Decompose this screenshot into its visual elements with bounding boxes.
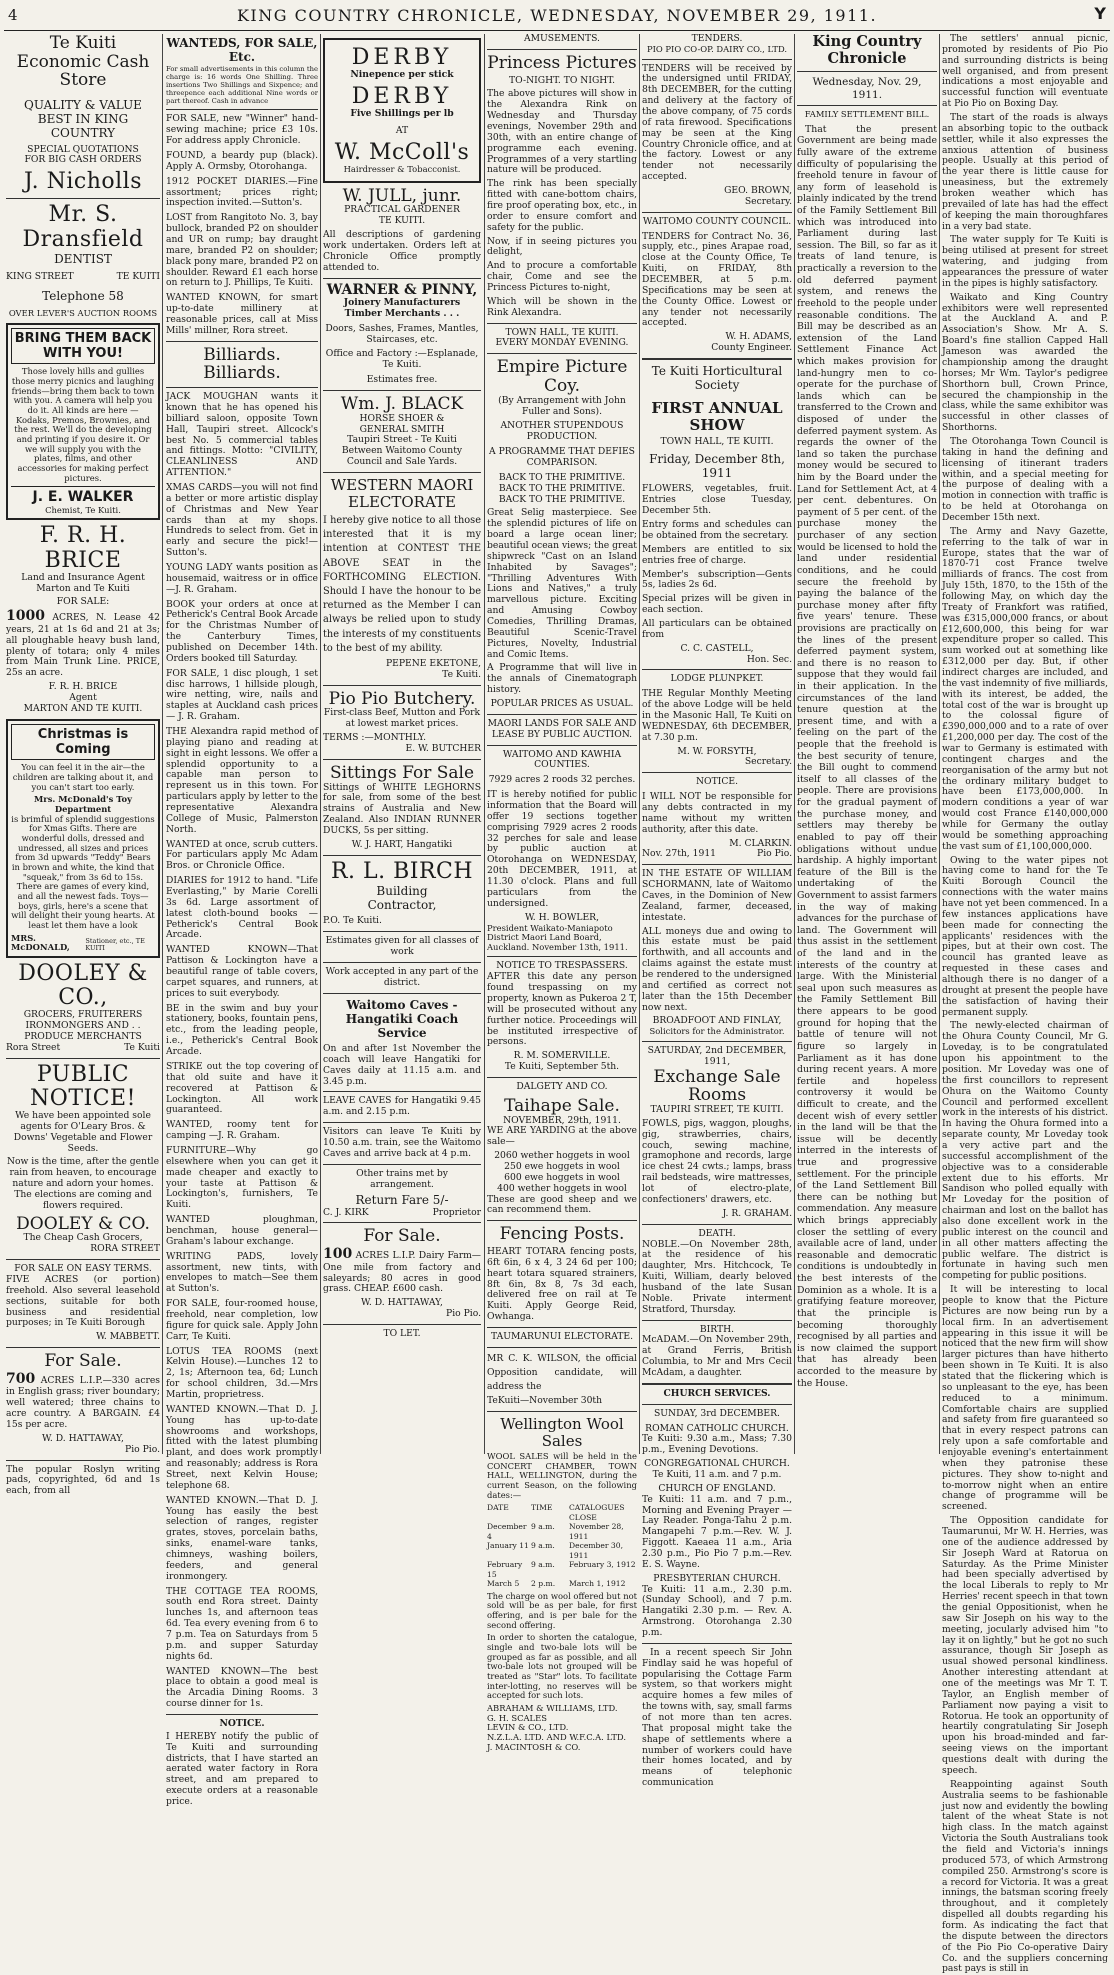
wool-p3: In order to shorten the catalogue, single and two-bale lots will be grouped as far as possible, and all two-bale lots not grouped will be treated as "Star" lots. To facilitate inter-lotting, no reserves will be accepted for such lots. [487, 1632, 637, 1701]
christmas-ad [6, 719, 160, 958]
dooley-name: DOOLEY & CO., [18, 960, 148, 1010]
brice-sig: F. R. H. BRICE [48, 681, 118, 693]
for-sale-sig-2: W. D. HATTAWAY, [361, 1297, 443, 1309]
for-sale-acres: 700 [6, 1370, 36, 1387]
firm: N.Z.L.A. LTD. AND W.F.C.A. LTD. [487, 1731, 626, 1742]
christmas-sig: MRS. McDONALD, [11, 932, 70, 953]
amusements-head: AMUSEMENTS. [524, 33, 600, 44]
for-sale-head-2: For Sale. [363, 1226, 441, 1247]
jull-sub: PRACTICAL GARDENER [344, 204, 460, 216]
birch-line3: P.O. Te Kuiti. [323, 915, 382, 927]
show-p3: Members are entitled to six entries free of charge. [642, 543, 792, 566]
for-sale-town-2: Pio Pio. [446, 1308, 481, 1320]
sched-cell: 2 p.m. [531, 1579, 556, 1589]
mccoll-name: W. McColl's [334, 139, 470, 165]
fencing-head: Fencing Posts. [499, 1224, 625, 1245]
death-p: NOBLE.—On November 28th, at the residence of his daughter, Mrs. Hitchcock, Te Kuiti, William, dearly beloved husband of the late Susan Noble. Private interment Stratford, Thursday. [642, 1238, 792, 1315]
council-eng: County Engineer. [711, 342, 792, 354]
firm: ABRAHAM & WILLIAMS, LTD. [487, 1703, 618, 1714]
public-notice-p2: Now is the time, after the gentle rain from heaven, to encourage nature and adorn your homes. The elections are coming and flowers required. [6, 1156, 160, 1211]
black-name: Wm. J. BLACK [340, 394, 464, 415]
taihape-line4: 400 wether hoggets in wool [497, 1182, 627, 1194]
empire-line5: BACK TO THE PRIMITIVE. [498, 493, 626, 505]
empire-line1: ANOTHER STUPENDOUS PRODUCTION. [500, 420, 624, 443]
taihape-date: NOVEMBER, 29th, 1911. [503, 1114, 621, 1126]
column-5 [642, 33, 792, 1789]
christmas-p2: is brimful of splendid suggestions for Xmas Gifts. There are wonderful dolls, dressed and undressed, all sizes and prices from 3d upwards "Teddy" Bears in brown and white, the kind that "squeak," from 3s 6d to 15s. There are games of every kind, and all the newest fads. Toys—boys, girls, here's a scene that will delight their young hearts. At least let them have a look [11, 813, 155, 930]
black-line4: Between Waitomo County Council and Sale Yards. [341, 445, 463, 468]
editorial-bill: FAMILY SETTLEMENT BILL. [804, 109, 930, 120]
walker-name: J. E. WALKER [11, 486, 155, 506]
show-sig: C. C. CASTELL, [680, 642, 754, 654]
news-paragraph: The Opposition candidate for Taumarunui, Mr W. H. Herries, was one of the audience addressed by Sir Joseph Ward at Ratorua on Saturday. As the Prime Minister had been specially advertised by the local Liberals to reply to Mr Herries' recent speech in that town the genial Oppositionist, when he saw Sir Joseph on his way to the meeting, jocularly advised him "to lay it on lightly," but he got no such assurance, though Sir Joseph as usual showed personal kindliness. Another interesting attendant at one of the meetings was Mr T. T. Taylor, an English member of Parliament now paying a visit to Rotorua. He took an opportunity of heartily congratulating Sir Joseph upon his broad-minded and far-seeing views on the important questions dealt with during the speech. [942, 1515, 1108, 1776]
wanted-item: WANTED KNOWN, for smart up-to-date millinery at reasonable prices, call at Miss Mills' millner, Rora street. [166, 292, 318, 336]
townhall-head: TOWN HALL, TE KUITI. [505, 326, 619, 338]
princess-p4: And to procure a comfortable chair, Come and see the Princess Pictures to-night, [487, 260, 637, 294]
brice-text: ACRES, N. Lease 42 years, 21 at 1s 6d and 21 at 3s; all ploughable heavy bush land, plenty of totara; only 4 miles from Main Trunk Line. PRICE, 25s an acre. [6, 612, 160, 679]
warner-name: WARNER & PINNY, [326, 281, 478, 298]
derby-1-sub: Ninepence per stick [350, 69, 454, 81]
public-notice-line1: The Cheap Cash Grocers, [23, 1232, 143, 1244]
maori-electorate-text: I hereby give notice to all those interested that it is my intention at CONTEST THE ABOVE SEAT in the FORTHCOMING ELECTION. Should I have the honour to be returned as the Member I can always be relied upon to study the interests of my constituents to the best of my ability. [323, 515, 481, 654]
lodge-p: THE Regular Monthly Meeting of the above Lodge will be held in the Masonic Hall, Te Kuiti on WEDNESDAY, 6th DECEMBER, at 7.30 p.m. [642, 688, 792, 743]
notice-date-2: Nov. 27th, 1911 [642, 848, 717, 860]
princess-p1: The above pictures will show in the Alexandra Rink on Wednesday and Thursday evenings, November 29th and 30th, with an entire change of programme each evening. Programmes of a very startling nature will be produced. [487, 88, 637, 176]
sched-cell: 9 a.m. [531, 1522, 555, 1532]
wanteds-sub: For small advertisements in this column the charge is: 16 words One Shilling. Three insertions Two Shillings and Sixpence; and threepence each additional Nine words or part thereof. Cash in advance [166, 65, 318, 105]
empire-p2: A Programme that will live in the annals of Cinematograph history. [487, 662, 637, 696]
black-line1: HORSE SHOER & [359, 412, 445, 424]
editorial-date: Wednesday, Nov. 29, 1911. [812, 76, 922, 101]
dentist-street: KING STREET [6, 270, 74, 282]
butchery-sig: E. W. BUTCHER [405, 743, 481, 755]
trespass-sig: R. M. SOMERVILLE. [513, 1050, 611, 1062]
wanted-item: FOR SALE, new "Winner" hand-sewing machine; price £3 10s. For address apply Chronicle. [166, 113, 318, 147]
taihape-p: WE ARE YARDING at the above sale— [487, 1125, 637, 1148]
firm: LEVIN & CO., LTD. [487, 1722, 569, 1733]
news-paragraph: Owing to the water pipes not having come to hand for the Te Kuiti Borough Council the connections with the water mains have not yet been commenced. In a few instances applications have been made for connecting the applicants' residences with the pipes, but at their own cost. The council has granted leave as requested in these cases and although there is no danger of a drought at present the people have the satisfaction of having their permanent supply. [942, 854, 1108, 1018]
taihape-line1: 2060 wether hoggets in wool [494, 1150, 630, 1162]
for-sale-sig: W. D. HATTAWAY, [42, 1432, 124, 1444]
sched-cell: February 15 [487, 1560, 523, 1579]
for-sale-town: Pio Pio. [125, 1443, 160, 1455]
maori-electorate-sig: PEPENE EKETONE, [385, 658, 481, 670]
cong-head: CONGREGATIONAL CHURCH. [644, 1458, 790, 1470]
show-date: Friday, December 8th, 1911 [649, 452, 785, 481]
dalgety-head: DALGETY AND CO. [516, 1081, 608, 1093]
cash-store-tag2: BEST IN KING COUNTRY [37, 112, 129, 141]
empire-head: Empire Picture Coy. [496, 357, 628, 396]
show-p4: Member's subscription—Gents 5s, ladies 2s 6d. [642, 568, 792, 591]
cash-store-line1: Te Kuiti [49, 33, 117, 53]
birth-p: McADAM.—On November 29th, at Grand Ferris, British Columbia, to Mr and Mrs Cecil McAdam, a daughter. [642, 1334, 792, 1378]
birch-line5: Work accepted in any part of the district. [325, 965, 479, 988]
princess-p5: Which will be shown in the Rink Alexandra. [487, 295, 637, 318]
brice-line2: Marton and Te Kuiti [36, 582, 130, 594]
walker-head: BRING THEM BACK WITH YOU! [11, 328, 155, 365]
sittings-head: Sittings For Sale [329, 762, 475, 783]
ce-head: CHURCH OF ENGLAND. [658, 1482, 776, 1494]
for-sale-text-2: ACRES L.I.P. Dairy Farm—One mile from factory and saleyards; 80 acres in good grass. CHEAP. £600 cash. [323, 1250, 481, 1295]
brice-acres: 1000 [6, 608, 45, 625]
wanted-item: WANTED KNOWN—That Pattison & Lockington have a beautiful range of table covers, carpet squares, and runners, at prices to suit everybody. [166, 944, 318, 999]
editorial-body: That the present Government are being made fully aware of the extreme difficulty of popularising the freehold tenure in favour of any form of leasehold is plainly indicated by the trend of the Family Settlement Bill which was introduced into Parliament during last session. The Bill, so far as it treats of land tenure, is practically a reversion to the old deferred payment system, and renews the freehold to the people under reasonable conditions. The Bill may be described as an extension of the Land Settlement Finance Act which makes provision for land-hungry men to co-operate for the purchase of lands which can be transferred to the Crown and disposed of under the deferred payment system. As regards the owner of the land so taken the purchase money would be secured to him by the Board under the Land for Settlement Act, at 4 per cent. debentures. On payment of 5 per cent. of the purchase money the purchaser of any section would be licensed to hold the land under residential conditions, and he could secure the freehold by paying the balance of the purchase money after fifty five years' tenure. These provisions are practically on the lines of the present deferred payment system, and there is no reason to suppose that they would fail in their application. In the circumstances of the land tenure question at the present time, and with a feeling on the part of the people that the freehold is the best security of tenure, the Bill ought to commend itself to all classes of the people. There are provisions for the gradual payment of the purchase money, and settlers may thereby be enabled to pay off their obligations without undue hardship. A highly important feature of the Bill is the undertaking of the Government to assist farmers in the way of making advances for the purchase of land. The Government will thus assist in the settlement of the land and in the interests of the country at large. With the Ministerial seal upon such measures as the Family Settlement Bill there appears to be good ground for hoping that the battle of tenure will not figure so largely in Parliament as it has done during recent years. A more fertile and hopeless controversy it would be difficult to create, and the decent wish of every settler in the land will be that the issue will be decently interred in the interests of true and progressive settlement. For the principle of the Land Settlement Bill there can be nothing but commendation. Any measure which brings appreciably closer the settling of every available acre of land, under reasonable and democratic conditions is undoubtedly in the best interests of the Dominion as a whole. It is a gratifying feature moreover, that the principle is becoming thoroughly recognised by all parties and is now claimed the support that has already been accorded to the measure by the House. [797, 123, 937, 1389]
hort-line2: Society [694, 378, 740, 393]
notice-text: I HEREBY notify the public of Te Kuiti and surrounding districts, that I have started an aerated water factory in Rora street, and am prepared to execute orders at a reasonable price. [166, 1730, 318, 1808]
billiards-head: Billiards. Billiards. [203, 344, 281, 384]
for-sale-acres-2: 100 [323, 1246, 353, 1263]
cong-p: Te Kuiti, 11 a.m. and 7 p.m. [652, 1468, 782, 1480]
walker-addr: Chemist, Te Kuiti. [45, 504, 121, 515]
show-sec: Hon. Sec. [746, 653, 792, 665]
masthead-title: KING COUNTRY CHRONICLE, WEDNESDAY, NOVEMBER 29, 1911. [236, 6, 878, 25]
notice-p-2: I WILL NOT be responsible for any debts contracted in my name without my written authority, after this date. [642, 791, 792, 835]
masthead [0, 0, 1114, 30]
piopio-sig: GEO. BROWN, [724, 184, 792, 196]
dooley-line2: IRONMONGERS AND . . [25, 1020, 141, 1032]
waitomo-coach-p3: Visitors can leave Te Kuiti by 10.50 a.m. train, see the Waitomo Caves and arrive back at 4 p.m. [323, 1126, 481, 1159]
news-paragraph: The settlers' annual picnic, promoted by residents of Pio Pio and surrounding districts is being well organised, and from present indications a most enjoyable and successful function will eventuate at Pio Pio on Boxing Day. [942, 33, 1108, 110]
wanted-item: STRIKE out the top covering of that old suite and have it recovered at Pattison & Lockington. All work guaranteed. [166, 1060, 318, 1116]
roslyn-text: The popular Roslyn writing pads, copyrighted, 6d and 1s each, from all [6, 1463, 160, 1497]
wanted-item: WANTED KNOWN.—That D. J. Young has up-to-date showrooms and workshops, fitted with the latest plumbing plant, and does work promptly and reasonably; address is Rora Street, next Kelvin House; telephone 68. [166, 1403, 318, 1491]
wanted-item: XMAS CARDS—you will not find a better or more artistic display of Christmas and New Year cards than at my shops. Hundreds to select from. Get in early and secure the pick!—Sutton's. [166, 481, 318, 559]
piopio-p: TENDERS will be received by the undersigned until FRIDAY, 8th DECEMBER, for the cutting and delivery at the factory of the above company, of 75 cords of rata firewood. Specifications may be seen at the King Country Chronicle office, and at the factory. Lowest or any tender not necessarily accepted. [642, 62, 792, 183]
wilson-p: MR C. K. WILSON, the official Opposition candidate, will address the [487, 1352, 637, 1392]
column-2 [166, 34, 318, 1808]
news-paragraph: It will be interesting to local people to know that the Picture Pictures are now being run by a local firm. In an advertisement appearing in this issue it will be noticed that the new firm will show larger pictures than have hitherto been shown in Te Kuiti. It is also stated that the flickering which is so unpleasant to the eye, has been reduced to a minimum. Comfortable chairs are supplied and safety from fire guaranteed so that in every respect patrons can rely upon a safe comfortable and enjoyable evening's entertainment when they patronise these pictures. They show to-night and to-morrow night when an entire change of programme will be screened. [942, 1284, 1108, 1513]
dentist-title: DENTIST [54, 251, 112, 266]
black-line3: Taupiri Street - Te Kuiti [347, 434, 457, 446]
maori-acres: 7929 acres 2 roods 32 perches. [488, 774, 636, 786]
wool-p: WOOL SALES will be held in the CONCERT CHAMBER, TOWN HALL, WELLINGTON, during the current Season, on the following dates:— [487, 1451, 637, 1500]
page-number: 4 [8, 6, 18, 24]
show-venue: TOWN HALL, TE KUITI. [660, 436, 774, 448]
column-7 [942, 33, 1108, 1975]
firm: G. H. SCALES [487, 1712, 547, 1723]
trespass-date: Te Kuiti, September 5th. [504, 1061, 620, 1073]
wanted-item: BE in the swim and buy your stationery, books, fountain pens, etc., from the leading people, i.e., Petherick's Central Book Arcade. [166, 1002, 318, 1058]
mccoll-sub: Hairdresser & Tobacconist. [343, 164, 461, 175]
wanted-item: FURNITURE—Why go elsewhere when you can get it made cheaper and exactly to your taste at Pattison & Lockington's, furnishers, Te Kuiti. [166, 1144, 318, 1211]
public-notice-street: RORA STREET [90, 1243, 160, 1255]
estate-p: IN THE ESTATE OF WILLIAM SCHORMANN, late of Waitomo Caves, in the Dominion of New Zealand, farmer, deceased, intestate. [642, 868, 792, 923]
brice-name: F. R. H. BRICE [39, 523, 127, 573]
cash-store-special2: FOR BIG CASH ORDERS [24, 154, 142, 166]
hort-line1: Te Kuiti Horticultural [651, 364, 783, 378]
news-paragraph: The water supply for Te Kuiti is being utilised at present for street watering, and judging from appearances the pressure of water in the pipes is highly satisfactory. [942, 234, 1108, 289]
exchange-p: FOWLS, pigs, waggon, ploughs, gig, strawberries, chairs, couch, sewing machine, gramophone and records, large ice chest 24 cwts.; lamps, brass rail bedsteads, wire mattresses, lot of electro-plate, confectioners' drawers, etc. [642, 1117, 792, 1205]
lodge-sig: M. W. FORSYTH, [677, 745, 757, 757]
brice-sale: FOR SALE: [56, 596, 110, 608]
sched-cell: January 11 [487, 1541, 529, 1551]
birch-line1: Building [376, 883, 428, 898]
empire-line3: BACK TO THE PRIMITIVE. [498, 471, 626, 483]
taihape-p2: These are good sheep and we can recommend them. [487, 1193, 637, 1216]
cash-store-line2: Economic Cash Store [16, 51, 150, 91]
wanted-item: YOUNG LADY wants position as housemaid, waitress or in office —J. R. Graham. [166, 561, 318, 595]
council-sig: W. H. ADAMS, [725, 331, 792, 343]
to-let: TO LET. [383, 1327, 421, 1339]
death-head: DEATH. [698, 1227, 736, 1239]
maori-electorate-head: WESTERN MAORI ELECTORATE [330, 476, 474, 511]
show-p5: Special prizes will be given in each section. [642, 593, 792, 616]
townhall-sub: EVERY MONDAY EVENING. [495, 337, 629, 349]
waitomo-coach-p2: LEAVE CAVES for Hangatiki 9.45 a.m. and 2.15 p.m. [323, 1095, 481, 1118]
christmas-sig2: Stationer, etc., TE KUITI [85, 936, 145, 953]
wanted-item: WANTED at once, scrub cutters. For particulars apply Mc Adam Bros. or Chronicle Office. [166, 838, 318, 872]
maori-lands-head: MAORI LANDS FOR SALE AND LEASE BY PUBLIC AUCTION. [487, 717, 637, 740]
notice-town-2: Pio Pio. [757, 848, 792, 860]
pres-head: PRESBYTERIAN CHURCH. [653, 1572, 781, 1584]
sched-cell: December 30, 1911 [569, 1541, 624, 1560]
estate-sig2: Solicitors for the Administrator. [649, 1026, 785, 1037]
brice-towns: MARTON AND TE KUITI. [23, 702, 143, 714]
empire-line4: BACK TO THE PRIMITIVE. [498, 482, 626, 494]
maori-lands-sig: W. H. BOWLER, [524, 911, 600, 923]
warner-line1: Joinery Manufacturers [343, 297, 461, 309]
public-notice-p1: We have been appointed sole agents for O'Leary Bros. & Downs' Vegetable and Flower Seeds. [13, 1110, 153, 1154]
sched-cell: March 1, 1912 [569, 1579, 626, 1589]
news-paragraph: The Otorohanga Town Council is taking in hand the defining and licensing of itinerant traders within, and a special meeting for the purpose of dealing with a motion in connection with traffic is to be held at Otorohanga on December 15th next. [942, 435, 1108, 523]
derby-2: DERBY [351, 84, 453, 110]
birch-line4: Estimates given for all classes of work [325, 935, 479, 957]
maori-lands-p: IT is hereby notified for public information that the Board will offer 19 sections together comprising 7929 acres 2 roods 32 perches for sale and lease by public auction at Otorohanga on WEDNESDAY, 20th DECEMBER, 1911, at 11.30 o'clock. Plans and full particulars from the undersigned. [487, 789, 637, 909]
birth-head: BIRTH. [699, 1323, 735, 1335]
wanted-item: 1912 POCKET DIARIES.—Fine assortment; prices right; inspection invited.—Sutton's. [166, 175, 318, 209]
wool-schedule [487, 1503, 637, 1588]
walker-body: Those lovely hills and gullies those merry picnics and laughing friends—bring them back to town with you. A camera will help you do it. All kinds are here — Kodaks, Premos, Brownies, and the rest. We'll do the developing and printing if you desire it. Or we will supply you with the plates, films, and other accessories for making perfect pictures. [11, 366, 155, 483]
wanted-item: WRITING PADS, lovely assortment, new tints, with envelopes to match—See them at Sutton's. [166, 1250, 318, 1295]
sittings-sig: W. J. HART, Hangatiki [351, 838, 453, 850]
wool-p2: The charge on wool offered but not sold will be as per bale, for first offering, and is per bale for the second offering. [487, 1590, 637, 1630]
brice-agent: Agent [69, 691, 97, 703]
cash-store-special1: SPECIAL QUOTATIONS [27, 143, 139, 155]
birch-name: R. L. BIRCH [330, 858, 474, 884]
wanted-item: THE COTTAGE TEA ROOMS, south end Rora street. Dainty lunches 1s, and afternoon teas 6d. Tea every evening from 6 to 7 p.m. Tea on Saturdays from 5 p.m. and supper Saturday nights 6d. [166, 1585, 318, 1662]
wanted-item: LOST from Rangitoto No. 3, bay bullock, branded P2 on shoulder and UR on rump; bay draught mare, branded P2 on shoulder; black pony mare, branded P2 on shoulder. Reward £1 each horse on return to J. Phillips, Te Kuiti. [166, 212, 318, 289]
empire-sub: (By Arrangement with John Fuller and Sons). [498, 394, 626, 417]
tenders-head: TENDERS. [691, 33, 743, 44]
lodge-head: LODGE PLUNPKET. [670, 673, 764, 685]
waitomo-coach-p4: Other trains met by arrangement. [356, 1167, 448, 1190]
dentist-phone: Telephone 58 [42, 288, 124, 303]
taumarunui-head: TAUMARUNUI ELECTORATE. [490, 1331, 634, 1343]
sched-cell: December 4 [487, 1522, 527, 1541]
sched-cell: 9 a.m. [531, 1541, 555, 1551]
jull-name: W. JULL, junr. [342, 185, 462, 206]
brice-line1: Land and Insurance Agent [21, 571, 145, 583]
waitomo-kawhia: WAITOMO AND KAWHIA COUNTIES. [502, 748, 622, 771]
church-head: CHURCH SERVICES. [663, 1387, 771, 1399]
waitomo-coach-sig2: Proprietor [432, 1206, 481, 1218]
wanted-item: WANTED ploughman, benchman, house general—Graham's labour exchange. [166, 1214, 318, 1247]
derby-ad [323, 38, 481, 183]
waitomo-coach-fare: Return Fare 5/- [355, 1193, 449, 1208]
corner-mark: Y [1094, 4, 1106, 23]
waitomo-coach-head: Waitomo Caves - Hangatiki Coach Service [345, 997, 459, 1040]
exchange-date: SATURDAY, 2nd DECEMBER, 1911, [647, 1044, 787, 1067]
jull-text: All descriptions of gardening work undertaken. Orders left at Chronicle Office promptly attended to. [323, 229, 481, 273]
show-p2: Entry forms and schedules can be obtained from the secretary. [642, 519, 792, 541]
news-paragraph: Reappointing against South Australia seems to be fashionable just now and evidently the bowling talent of the wheat State is not high class. In the match against Victoria the South Australians took the field and Victoria's innings produced 573, of which Armstrong compiled 250. Armstrong's score is a record for Victoria. It was a great innings, the batsman scoring freely throughout, and it completely dispelled all doubts regarding his form. As indicating the fact that the dispute between the directors of the Pio Pio Co-operative Dairy Co. and the suppliers concerning past pays is still in [942, 1778, 1108, 1975]
waitomo-coach-p1: On and after 1st November the coach will leave Hangatiki for Caves daily at 11.15 a.m. and 3.45 p.m. [323, 1043, 481, 1087]
butchery-text: First-class Beef, Mutton and Pork at lowest market prices. [323, 707, 481, 730]
council-p: TENDERS for Contract No. 36, supply, etc., pines Arapae road, close at the County Office, Te Kuiti, on FRIDAY, 8th DECEMBER, at 5 p.m. Specifications may be seen at the County Office. Lowest or any tender not necessarily accepted. [642, 230, 792, 329]
news-paragraph: The start of the roads is always an absorbing topic to the outback settler, while it also expresses the anxious attention of business people. Usually at this period of the year there is little cause for uneasiness, but the extremely broken weather which has prevailed of late has had the effect of keeping the main thoroughfares in a very bad state. [942, 112, 1108, 232]
christmas-dept: Mrs. McDonald's Toy Department [34, 794, 132, 814]
estate-p2: ALL moneys due and owing to this estate must be paid forthwith, and all accounts and claims against the estate must be rendered to the undersigned and certified as correct not later than the 15th December now next. [642, 925, 792, 1013]
christmas-head: Christmas is Coming [11, 724, 155, 761]
council-head: WAITOMO COUNTY COUNCIL. [642, 215, 792, 227]
princess-head: Princess Pictures [487, 52, 637, 73]
sched-cell: 9 a.m. [531, 1560, 555, 1570]
for-sale-head: For Sale. [44, 1351, 122, 1372]
wanted-item: BOOK your orders at once at Petherick's Central Book Arcade for the Christmas Number of the Canterbury Times, published on December 14th. Orders booked till Saturday. [166, 598, 318, 664]
butchery-terms: TERMS :—MONTHLY. [323, 732, 427, 744]
cash-store-tag1: QUALITY & VALUE [24, 98, 142, 113]
news-paragraph: The newly-elected chairman of the Ohura County Council, Mr G. Loveday, is to be congratulated upon his appointment to the position. Mr Loveday was one of the first councillors to represent Ohura on the Waitomo County Council and performed excellent work in the interests of his district. In having the Ohura formed into a separate county, Mr Loveday took a very active part and the successful accomplishment of the objective was to a considerable extent due to his efforts. Mr Sandison who polled equally with Mr Loveday for the position of chairman and lost on the ballot has also done excellent work in the public interest on the council and in all other matters affecting the public welfare. The district is fortunate in having such men competing for public positions. [942, 1020, 1108, 1282]
editorial-paper: King Country Chronicle [812, 33, 922, 67]
piopio-sec: Secretary. [744, 195, 792, 207]
walker-ad [6, 323, 160, 521]
notice-head: NOTICE. [219, 1718, 265, 1730]
column-divider [162, 34, 163, 1454]
show-head: FIRST ANNUAL SHOW [651, 399, 783, 434]
public-notice-head: PUBLIC NOTICE! [30, 1061, 136, 1111]
sched-cell: March 5 [487, 1579, 520, 1589]
princess-sub: TO-NIGHT. TO NIGHT. [508, 74, 616, 86]
princess-p3: Now, if in seeing pictures you delight, [487, 235, 637, 258]
empire-line2: A PROGRAMME THAT DEFIES COMPARISON. [489, 446, 635, 468]
exchange-venue: TAUPIRI STREET, TE KUITI. [650, 1104, 784, 1116]
column-divider [639, 34, 640, 1454]
jull-town: TE KUITI. [378, 215, 426, 227]
empire-p1: Great Selig masterpiece. See the splendid pictures of life on board a large ocean liner; beautiful ocean views; the great shipwreck "Cast on an Island Inhabited by Savages"; "Thrilling Adventures With Lions and Natives," a truly marvellous picture. Exciting and Amusing Cowboy Comedies, Thrilling Dramas, Beautiful Scenic-Travel Pictures, Novelty, Industrial and Comic Items. [487, 507, 637, 660]
masthead-rule [4, 30, 1110, 31]
sched-head: TIME [531, 1503, 553, 1513]
wanted-item: FOR SALE, 1 disc plough, 1 set disc harrows, 1 hillside plough, wire netting, wire, nails and staples at Auckland cash prices — J. R. Graham. [166, 667, 318, 723]
ce-p: Te Kuiti: 11 a.m. and 7 p.m., Morning and Evening Prayer — Lay Reader. Ponga-Tahu 2 p.m. Mangapehi 7 p.m.—Rev. W. J. Figgott. Kaeaea 11 a.m., Aria 2.30 p.m., Pio Pio 7 p.m.—Rev. E. S. Wayne. [642, 1493, 792, 1570]
warner-line5: Estimates free. [366, 374, 438, 386]
wanted-item: THE Alexandra rapid method of playing piano and reading at sight in eight lessons. We offer a splendid opportunity to a capable man person to represent us in this town. For particulars apply by letter to the representative Alexandra College of Music, Palmerston North. [166, 726, 318, 835]
christmas-p1: You can feel it in the air—the children are talking about it, and you can't start too early. [12, 762, 154, 792]
wanted-item: WANTED KNOWN—The best place to obtain a good meal is the Arcadia Dining Rooms. 3 course dinner for 1s. [166, 1665, 318, 1710]
dentist-address [6, 272, 160, 283]
fencing-p: HEART TOTARA fencing posts, 6ft 6in, 6 x 4, 3 24 6d per 100; heart totara squared strainers, 8ft 6in, 8x 8, 7s 3d each, delivered free on rail at Te Kuiti. Apply George Reid, Owhanga. [487, 1246, 637, 1323]
column-6 [797, 34, 937, 1454]
warner-line3: Doors, Sashes, Frames, Mantles, Staircases, etc. [325, 322, 479, 345]
waitomo-coach-sig: C. J. KIRK [323, 1206, 369, 1218]
show-p1: FLOWERS, vegetables, fruit. Entries close Tuesday, December 5th. [642, 483, 792, 517]
taihape-line3: 600 ewe hoggets in wool [504, 1171, 620, 1183]
dooley-town: Te Kuiti [124, 1041, 160, 1053]
sittings-text: Sittings of WHITE LEGHORNS for sale, from some of the best strains of Australia and New Zealand. Also INDIAN RUNNER DUCKS, 5s per sitting. [323, 781, 481, 837]
wanted-item: JACK MOUGHAN wants it known that he has opened his billiard saloon, opposite Town Hall, Taupiri street. Allcock's best No. 5 commercial tables and fittings. Motto: "CIVILITY, CLEANLINESS AND ATTENTION." [166, 391, 318, 479]
derby-at: AT [395, 125, 409, 137]
wellington-head: Wellington Wool Sales [500, 1415, 624, 1450]
public-notice-name: DOOLEY & CO. [16, 1213, 150, 1234]
sched-cell: November 28, 1911 [569, 1522, 624, 1541]
findlay-p: In a recent speech Sir John Findlay said he was hopeful of popularising the Cottage Farm system, so that workers might acquire homes a few miles of the towns with, say, small farms of not more than ten acres. That proposal might take the shape of settlements where a number of workers could have their homes located, and by means of telephonic communication [642, 1646, 792, 1789]
derby-1: DERBY [351, 45, 453, 70]
cash-store-name: J. Nicholls [24, 169, 142, 195]
notice-sig-2: M. CLARKIN. [729, 837, 792, 849]
wanteds-head: WANTEDS, FOR SALE, Etc. [166, 36, 318, 65]
wanted-item: DIARIES for 1912 to hand. "Life Everlasting," by Marie Corelli 3s 6d. Large assortment of latest cloth-bound books — Petherick's Central Book Arcade. [166, 875, 318, 941]
sched-head: CATALOGUES CLOSE [569, 1503, 625, 1522]
piopio-head: PIO PIO CO-OP. DAIRY CO., LTD. [646, 43, 788, 54]
sched-cell: February 3, 1912 [569, 1560, 636, 1570]
dooley-street: Rora Street [6, 1041, 61, 1053]
pres-p: Te Kuiti: 11 a.m., 2.30 p.m. (Sunday School), and 7 p.m. Hangatiki 2.30 p.m. — Rev. A. Armstrong. Otorohanga 2.30 p.m. [642, 1583, 792, 1638]
column-divider [484, 34, 485, 1454]
maori-lands-sig2: President Waikato-Maniapoto District Maori Land Board, Auckland. November 13th, 1911. [487, 922, 628, 952]
easy-terms-head: FOR SALE ON EASY TERMS. [14, 1263, 152, 1275]
column-1 [6, 33, 161, 1497]
wilson-date: TeKuiti—November 30th [487, 1395, 603, 1407]
for-sale-text: ACRES L.I.P.—330 acres in English grass; river boundary; well watered; three chains to acre country. A BARGAIN. £4 15s per acre. [6, 1374, 161, 1430]
trespass-p: AFTER this date any person found trespassing on my property, known as Pukeroa 2 T, will be prosecuted without any further notice. Proceedings will be instituted irrespective of persons. [487, 971, 637, 1048]
dooley-line3: PRODUCE MERCHANTS [24, 1030, 142, 1042]
estate-sig: BROADFOOT AND FINLAY, [652, 1015, 782, 1027]
warner-line2: Timber Merchants . . . [344, 307, 460, 319]
column-3 [323, 34, 481, 1454]
rc-head: ROMAN CATHOLIC CHURCH. [645, 1422, 789, 1434]
empire-p3: POPULAR PRICES AS USUAL. [490, 698, 634, 710]
dentist-town: TE KUITI [116, 270, 160, 282]
firm: J. MACINTOSH & CO. [487, 1741, 581, 1752]
wanted-item: WANTED KNOWN.—That D. J. Young has easily the best selection of ranges, register grates, stoves, porcelain baths, sinks, enamel-ware tanks, chimneys, washing boilers, feeders, and general ironmongery. [166, 1494, 318, 1582]
wanted-item: FOR SALE, four-roomed house, freehold, near completion, low figure for quick sale. Apply John Carr, Te Kuiti. [166, 1298, 318, 1342]
wanted-item: WANTED, roomy tent for camping —J. R. Graham. [166, 1119, 318, 1142]
column-divider [939, 34, 940, 1454]
exchange-sig: J. R. GRAHAM. [722, 1207, 792, 1219]
column-divider [320, 34, 321, 1454]
sched-head: DATE [487, 1503, 509, 1513]
lodge-sec: Secretary. [744, 756, 792, 768]
princess-p2: The rink has been specially fitted with cane-bottom chairs, fire proof operating box, etc., in order to ensure comfort and safety for the public. [487, 178, 637, 233]
show-p6: All particulars can be obtained from [642, 617, 792, 640]
birch-line2: Contractor, [367, 898, 437, 913]
derby-2-sub: Five Shillings per lb [350, 108, 454, 120]
taihape-head: Taihape Sale. [504, 1095, 620, 1116]
butchery-head: Pio Pio Butchery. [328, 688, 476, 709]
column-divider [794, 34, 795, 1454]
exchange-head: Exchange Sale Rooms [653, 1066, 781, 1106]
dentist-name: Mr. S. Dransfield [22, 202, 144, 252]
easy-terms-sig: W. MABBETT. [96, 1331, 160, 1343]
black-line2: GENERAL SMITH [359, 423, 445, 435]
dentist-rooms: OVER LEVER'S AUCTION ROOMS [8, 307, 158, 318]
column-4 [487, 33, 637, 1752]
taihape-line2: 250 ewe hoggets in wool [504, 1161, 620, 1173]
easy-terms-text: FIVE ACRES (or portion) freehold. Also several leasehold sections, suitable for both business and residential purposes; in Te Kuiti Borough [6, 1274, 160, 1329]
church-date: SUNDAY, 3rd DECEMBER. [654, 1407, 780, 1419]
warner-line4: Office and Factory :—Esplanade, Te Kuiti. [325, 348, 479, 371]
news-paragraph: Waikato and King Country exhibitors were well represented at the Auckland A. and P. Association's Show. Mr A. S. Board's fine stallion Capped Hall Jameson was awarded the championship among the draught horses; Mr Wm. Taylor's pedigree Shorthorn bull, Crown Prince, secured the championship in the class, while the same exhibitor was successful in other classes of Shorthorns. [942, 291, 1108, 434]
dooley-line1: GROCERS, FRUITERERS [23, 1009, 143, 1021]
rc-p: Te Kuiti: 9.30 a.m., Mass; 7.30 p.m., Evening Devotions. [642, 1433, 792, 1456]
news-paragraph: The Army and Navy Gazette, referring to the talk of war in Europe, states that the war of 1870-71 cost France twelve milliards of francs. The cost from July 15th, 1870, to the 15th of the following May, on which day the Treaty of Frankfort was ratified, was £315,000,000 francs, or about £12,600,000, this being for war expenditure proper so called. This sum worked out at something like £312,000 per day. But, if other indirect charges are included, and the vast indemnity of five milliards, with its interest, be added, the total cost of the war is brought up to the colossal figure of £390,000,000 and to a rate of over £1,200,000 per day. The cost of the war to Germany is estimated with contingent charges and the reorganisation of the army but not the ordinary military budget to have been £173,000,000. In modern conditions a year of war would cost France £140,000,000 while for Germany the outlay would be something approaching the vast sum of £1,100,000,000. [942, 525, 1108, 852]
trespass-head: NOTICE TO TRESPASSERS. [496, 960, 628, 972]
wanted-item: FOUND, a beardy pup (black). Apply A. Ormsby, Otorohanga. [166, 149, 318, 172]
maori-electorate-town: Te Kuiti. [442, 668, 481, 680]
notice-head-2: NOTICE. [696, 776, 738, 788]
wanted-item: LOTUS TEA ROOMS (next Kelvin House).—Lunches 12 to 2, 1s; Afternoon tea, 6d; Lunch for school children, 3d.—Mrs Martin, proprietress. [166, 1345, 318, 1400]
